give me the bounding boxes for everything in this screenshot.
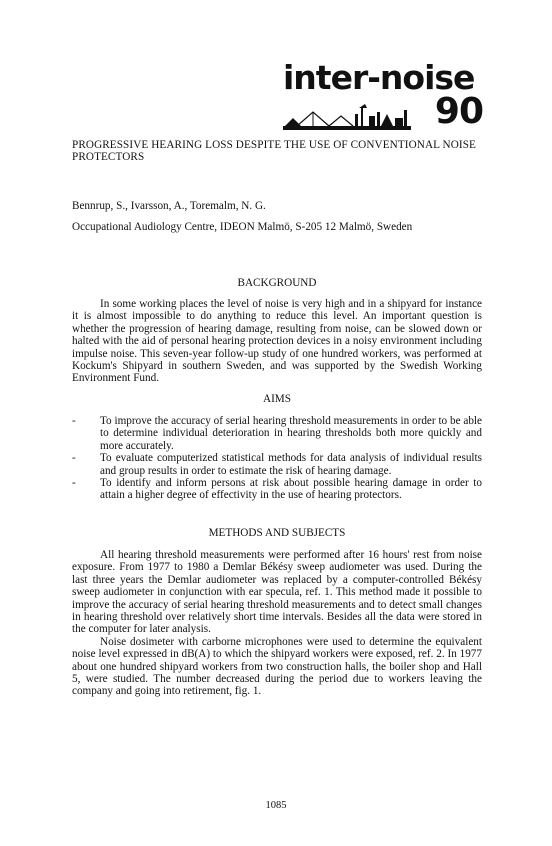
page-number: 1085 (265, 800, 287, 811)
skyline-icon (283, 104, 411, 130)
methods-paragraph-1: All hearing threshold measurements were performed after 16 hours' rest from noise exposure. From 1977 to 1980 a Demlar Békésy sweep audiometer was used. During the last three years the Demlar audiometer was replaced by a computer-controlled Békésy sweep audiometer in conjunction with ear specula, ref. 1. This method made it possible to improve the accuracy of serial hearing threshold measurements and to detect small changes in hearing threshold over relatively short time intervals. Besides all the data were stored in the computer for later analysis. (72, 549, 482, 636)
aims-heading: AIMS (263, 393, 291, 405)
methods-heading: METHODS AND SUBJECTS (208, 527, 346, 539)
logo-text-90: 90 (434, 91, 483, 132)
background-heading: BACKGROUND (237, 277, 317, 289)
list-item: - To improve the accuracy of serial hearing threshold measurements in order to be able to determine individual deterioration in hearing thresholds both more quickly and more accurately. (72, 415, 482, 452)
methods-section (72, 549, 482, 698)
affiliation: Occupational Audiology Centre, IDEON Malmö, S-205 12 Malmö, Sweden (72, 221, 413, 233)
logo-text-inter-noise: inter-noise (283, 58, 475, 97)
aims-list (72, 415, 482, 502)
list-item: - To identify and inform persons at risk about possible hearing damage in order to attain a higher degree of effectivity in the use of hearing protectors. (72, 477, 482, 502)
background-section (72, 298, 482, 385)
authors: Bennrup, S., Ivarsson, A., Toremalm, N. G. (72, 200, 266, 212)
methods-paragraph-2: Noise dosimeter with carborne microphones were used to determine the equivalent noise level expressed in dB(A) to which the shipyard workers were exposed, ref. 2. In 1977 about one hundred shipyard workers from two construction halls, the boiler shop and Hall 5, were studied. The number decreased during the period due to workers leaving the company and going into retirement, fig. 1. (72, 635, 482, 698)
inter-noise-90-logo (283, 60, 483, 134)
list-item: - To evaluate computerized statistical methods for data analysis of individual results and group results in order to estimate the risk of hearing damage. (72, 452, 482, 477)
aims-section (72, 415, 482, 502)
background-paragraph: In some working places the level of noise is very high and in a shipyard for instance it is almost impossible to do anything to reduce this level. An important question is whether the progression of hearing damage, resulting from noise, can be slowed down or halted with the aid of personal hearing protection devices in a noisy environment including impulse noise. This seven-year follow-up study of one hundred workers, was performed at Kockum's Shipyard in southern Sweden, and was supported by the Swedish Working Environment Fund. (72, 298, 482, 385)
paper-title: PROGRESSIVE HEARING LOSS DESPITE THE USE OF CONVENTIONAL NOISE PROTECTORS (72, 139, 476, 164)
